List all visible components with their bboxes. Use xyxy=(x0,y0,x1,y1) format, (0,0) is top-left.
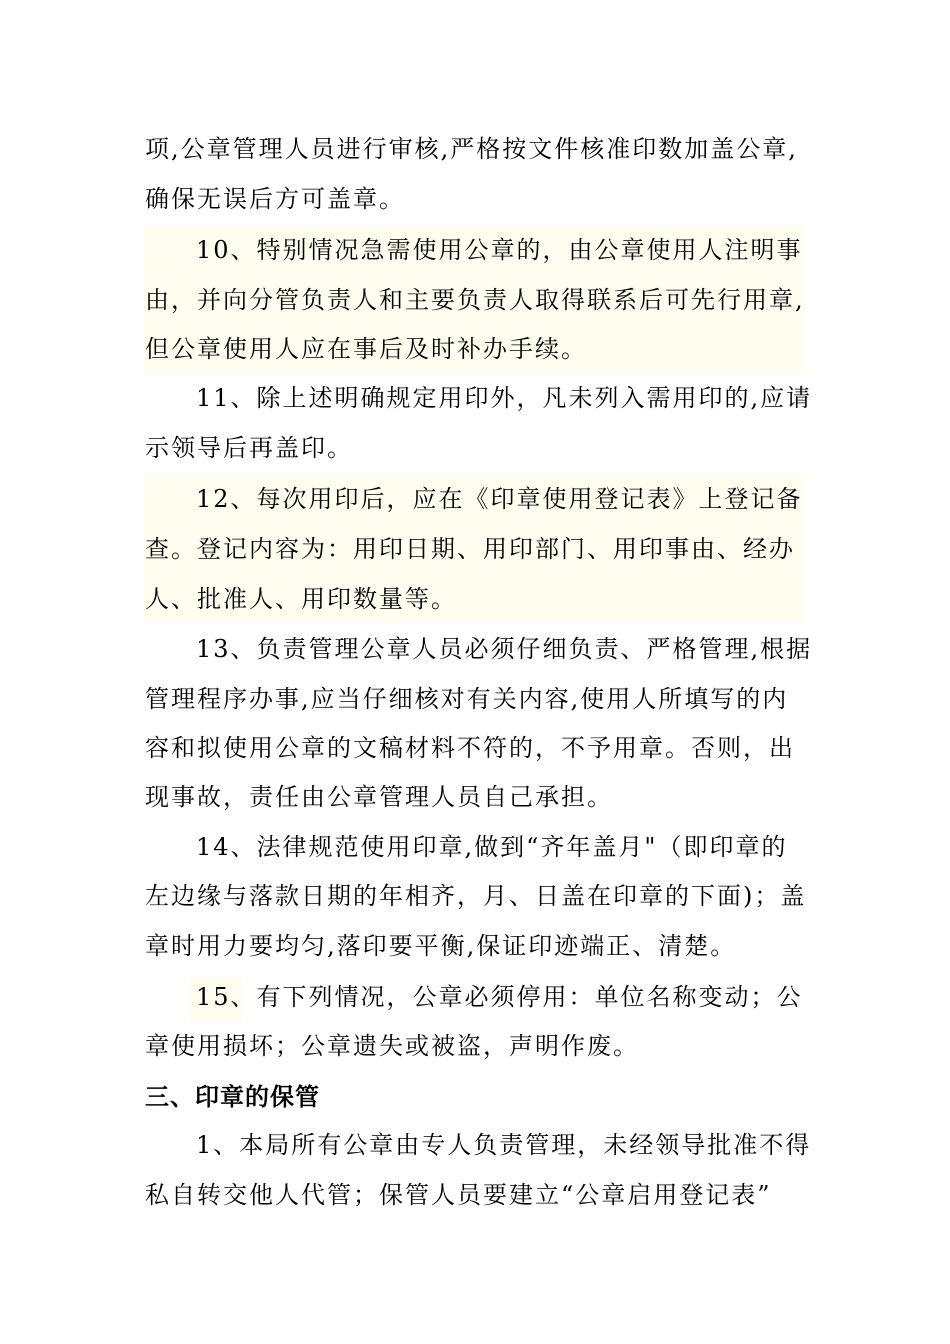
text-line xyxy=(0,921,950,971)
text-line xyxy=(0,1120,950,1170)
line-text: 章使用损坏；公章遗失或被盗，声明作废。 xyxy=(145,1032,639,1060)
line-text: 由，并向分管负责人和主要负责人取得联系后可先行用章, xyxy=(145,286,805,314)
line-text: 示领导后再盖印。 xyxy=(145,434,353,462)
text-line xyxy=(0,275,950,325)
line-text: 项,公章管理人员进行审核,严格按文件核准印数加盖公章, xyxy=(145,135,798,163)
line-text: 13、负责管理公章人员必须仔细负责、严格管理,根据 xyxy=(196,635,813,663)
line-text: 章时用力要均匀,落印要平衡,保证印迹端正、清楚。 xyxy=(145,932,737,960)
text-line xyxy=(0,972,950,1022)
text-line xyxy=(0,822,950,872)
text-line xyxy=(0,373,950,423)
text-line xyxy=(0,124,950,174)
line-text: 10、特别情况急需使用公章的，由公章使用人注明事 xyxy=(196,236,803,264)
line-text: 11、除上述明确规定用印外，凡未列入需用印的,应请 xyxy=(196,384,813,412)
text-line xyxy=(0,174,950,224)
text-line xyxy=(0,674,950,724)
text-line xyxy=(0,772,950,822)
line-text: 1、本局所有公章由专人负责管理，未经领导批准不得 xyxy=(196,1131,812,1159)
line-text: 容和拟使用公章的文稿材料不符的，不予用章。否则，出 xyxy=(145,734,795,762)
section-heading-text: 三、印章的保管 xyxy=(145,1083,320,1111)
text-line xyxy=(0,624,950,674)
text-line xyxy=(0,324,950,374)
line-text: 现事故，责任由公章管理人员自己承担。 xyxy=(145,783,613,811)
text-line xyxy=(0,871,950,921)
line-text: 人、批准人、用印数量等。 xyxy=(145,585,457,613)
line-text: 查。登记内容为：用印日期、用印部门、用印事由、经办 xyxy=(145,535,795,563)
section-heading xyxy=(0,1072,950,1122)
line-text: 左边缘与落款日期的年相齐，月、日盖在印章的下面)；盖 xyxy=(145,882,807,910)
text-line xyxy=(0,423,950,473)
text-line xyxy=(0,574,950,624)
text-line xyxy=(0,474,950,524)
text-line xyxy=(0,524,950,574)
line-text: 但公章使用人应在事后及时补办手续。 xyxy=(145,335,587,363)
line-text: 14、法律规范使用印章,做到“齐年盖月"（即印章的 xyxy=(196,833,788,861)
text-line xyxy=(0,723,950,773)
line-text: 15、有下列情况，公章必须停用：单位名称变动；公 xyxy=(196,983,803,1011)
text-line xyxy=(0,225,950,275)
text-line xyxy=(0,1170,950,1220)
text-line xyxy=(0,1021,950,1071)
line-text: 确保无误后方可盖章。 xyxy=(145,185,405,213)
line-text: 私自转交他人代管；保管人员要建立“公章启用登记表” xyxy=(145,1181,772,1209)
line-text: 管理程序办事,应当仔细核对有关内容,使用人所填写的内 xyxy=(145,685,789,713)
line-text: 12、每次用印后，应在《印章使用登记表》上登记备 xyxy=(196,485,803,513)
